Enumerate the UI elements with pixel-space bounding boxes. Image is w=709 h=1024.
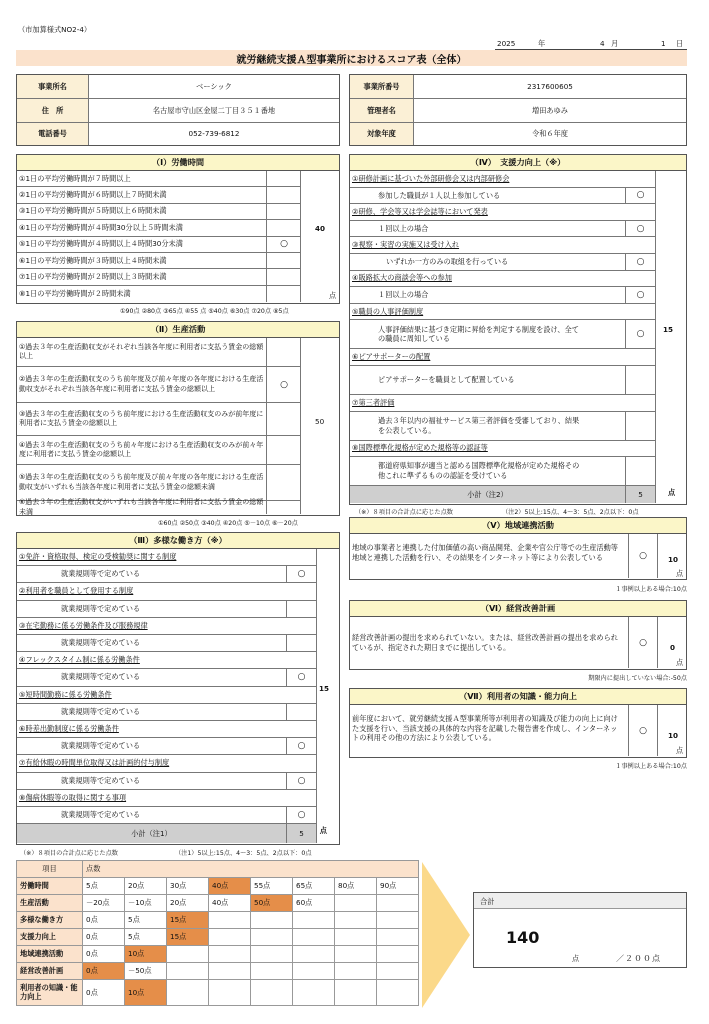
- s4-item-sub: １回以上の場合: [350, 287, 626, 304]
- score-table-cell: 90点: [377, 878, 419, 895]
- s1-mark: [267, 204, 301, 220]
- s2-mark: [267, 465, 301, 501]
- score-table-cell: [209, 912, 251, 929]
- s1-score: 40: [315, 224, 326, 233]
- s2-row: ②過去３年の生産活動収支のうち前年度及び前々年度の各年度における生産活動収支がそれぞれ当該各年度に利用者に支払う賃金の総額以上: [17, 367, 267, 403]
- score-table-row: [17, 878, 419, 895]
- score-table-cell: 80点: [335, 878, 377, 895]
- score-table-cell: [251, 929, 293, 946]
- score-table-cell: 15点: [167, 929, 209, 946]
- score-table-cell: [335, 963, 377, 980]
- s3-item-sub: 就業規則等で定めている: [17, 773, 287, 790]
- score-table-label: 利用者の知識・能力向上: [17, 980, 83, 1006]
- score-table-cell: [293, 963, 335, 980]
- score-table-label: 生産活動: [17, 895, 83, 912]
- s2-row: ⑥過去３年の生産活動収支がいずれも当該各年度に利用者に支払う賃金の総額未満: [19, 498, 264, 516]
- s3-item-sub: 就業規則等で定めている: [17, 601, 287, 618]
- score-table-cell: 5点: [125, 912, 167, 929]
- s7-header: （Ⅶ）利用者の知識・能力向上: [349, 688, 687, 705]
- score-table-label: 経営改善計画: [17, 963, 83, 980]
- score-table-cell: [209, 980, 251, 1006]
- score-table-row: [17, 929, 419, 946]
- s2-row: ①過去３年の生産活動収支がそれぞれ当該各年度に利用者に支払う賃金の総額以上: [17, 338, 267, 367]
- s3-item-mark: [287, 704, 317, 721]
- s6-unit: 点: [676, 658, 684, 667]
- score-table-cell: [293, 912, 335, 929]
- score-table-cell: 0点: [83, 946, 125, 963]
- s1-mark: [267, 286, 301, 302]
- score-table-cell: 65点: [293, 878, 335, 895]
- score-table-cell: 0点: [83, 963, 125, 980]
- address-label: 住 所: [17, 99, 89, 123]
- form-number: （市加算様式NO2-4）: [18, 25, 92, 34]
- s4-item-title: ②研修、学会等又は学会誌等において発表: [350, 204, 656, 221]
- score-table-row: [17, 946, 419, 963]
- s3-body: [16, 549, 340, 845]
- s3-item-sub: 就業規則等で定めている: [17, 738, 287, 755]
- s3-subtotal-unit: 点: [319, 826, 327, 836]
- s4-item-title: ⑦第三者評価: [350, 395, 656, 412]
- score-table-row: [17, 895, 419, 912]
- score-table-label: 支援力向上: [17, 929, 83, 946]
- score-table-cell: [335, 946, 377, 963]
- score-table-label: 多様な働き方: [17, 912, 83, 929]
- arrow-icon: [422, 862, 472, 1008]
- s6-header: （Ⅵ）経営改善計画: [349, 600, 687, 617]
- s3-item-sub: 就業規則等で定めている: [17, 566, 287, 583]
- s2-row: ④過去３年の生産活動収支のうち前々年度における生産活動収支のみが前々年度に利用者に支払う賃金の総額以上: [17, 436, 267, 465]
- s1-mark: [267, 269, 301, 285]
- total-label: 合計: [480, 897, 495, 906]
- score-table-cell: [209, 946, 251, 963]
- total-value: 140: [506, 928, 540, 947]
- s1-header: （Ⅰ）労働時間: [16, 154, 340, 171]
- s3-item-mark: ○: [287, 566, 317, 583]
- s6-body: [349, 617, 687, 670]
- s3-item-mark: ○: [287, 738, 317, 755]
- s5-mark: ○: [628, 534, 658, 578]
- date-month: 4: [600, 39, 605, 48]
- date-month-unit: 月: [611, 39, 619, 48]
- score-table-label: 労働時間: [17, 878, 83, 895]
- score-table-cell: [167, 980, 209, 1006]
- name-value: ベーシック: [89, 75, 339, 99]
- tel-value: 052-739-6812: [188, 129, 240, 139]
- s3-item-title: ⑥時差出勤制度に係る労働条件: [17, 721, 317, 738]
- s2-mark: [267, 436, 301, 465]
- s4-subtotal-label: 小計（注2）: [350, 486, 626, 503]
- s4-item-sub: いずれか一方のみの取組を行っている: [350, 254, 626, 271]
- s5-score: 10: [668, 555, 679, 564]
- s2-row: ⑤過去３年の生産活動収支のうち前年度及び前々年度の各年度における生産活動収支がいずれも当該各年度に利用者に支払う賃金の総額未満: [17, 465, 267, 501]
- s1-row: ②1日の平均労働時間が６時間以上７時間未満: [17, 187, 267, 203]
- s7-unit: 点: [676, 746, 684, 755]
- s1-row: ⑦1日の平均労働時間が２時間以上３時間未満: [17, 269, 267, 285]
- s4-item-mark: [626, 457, 656, 486]
- s4-item-mark: [626, 412, 656, 441]
- score-table-cell: 60点: [293, 895, 335, 912]
- manager-value: 増田あゆみ: [414, 99, 686, 123]
- s1-mark: [267, 187, 301, 203]
- score-summary-table: [16, 860, 419, 1006]
- score-table-cell: 40点: [209, 878, 251, 895]
- s4-item-sub: ピアサポーターを職員として配置している: [350, 366, 626, 395]
- name-label: 事業所名: [17, 75, 89, 99]
- s4-item-mark: [626, 366, 656, 395]
- score-table-cell: 55点: [251, 878, 293, 895]
- s3-item-mark: ○: [287, 773, 317, 790]
- s3-item-sub: 就業規則等で定めている: [17, 635, 287, 652]
- score-table: [16, 860, 419, 1006]
- score-table-cell: [167, 946, 209, 963]
- year-value: 令和６年度: [532, 129, 568, 139]
- s1-mark: [267, 220, 301, 236]
- score-table-cell: 0点: [83, 929, 125, 946]
- s4-note-left: （※）８項目の合計点に応じた点数: [355, 509, 453, 516]
- score-table-cell: [209, 929, 251, 946]
- score-table-cell: [377, 895, 419, 912]
- score-table-cell: 0点: [83, 912, 125, 929]
- s6-mark: ○: [628, 617, 658, 668]
- score-table-cell: [293, 946, 335, 963]
- s2-legend: ①60点 ②50点 ③40点 ④20点 ⑤－10点 ⑥－20点: [158, 520, 298, 527]
- s4-item-sub: １回以上の場合: [350, 221, 626, 238]
- s2-row: ③過去３年の生産活動収支のうち前年度における生産活動収支のみが前年度に利用者に支払う賃金の総額以上: [17, 403, 267, 436]
- score-table-cell: [293, 929, 335, 946]
- s3-item-title: ⑤短時間勤務に係る労働条件: [17, 687, 317, 704]
- score-table-cell: [335, 929, 377, 946]
- s1-unit: 点: [329, 291, 337, 300]
- score-table-cell: [335, 895, 377, 912]
- s4-item-mark: ○: [626, 254, 656, 271]
- score-table-cell: [251, 912, 293, 929]
- s2-mark: [267, 403, 301, 436]
- s2-mark: [267, 501, 301, 514]
- score-table-cell: [167, 963, 209, 980]
- score-table-row: [17, 963, 419, 980]
- s1-row: ⑧1日の平均労働時間が２時間未満: [19, 288, 131, 298]
- score-table-cell: [251, 963, 293, 980]
- score-table-cell: 5点: [83, 878, 125, 895]
- s1-row: ③1日の平均労働時間が５時間以上６時間未満: [17, 204, 267, 220]
- s3-item-mark: [287, 635, 317, 652]
- score-table-cell: 10点: [125, 980, 167, 1006]
- s4-item-sub: 人事評価結果に基づき定期に昇給を判定する制度を設け、全ての職員に周知している: [350, 320, 626, 349]
- s2-score: 50: [315, 417, 325, 426]
- s1-row: ⑥1日の平均労働時間が３時間以上４時間未満: [17, 253, 267, 269]
- score-table-points-header: 点数: [83, 861, 419, 878]
- s3-score: 15: [319, 684, 330, 693]
- score-table-cell: [377, 912, 419, 929]
- s4-item-title: ①研修計画に基づいた外部研修会又は内部研修会: [350, 171, 656, 188]
- s5-header: （Ⅴ）地域連携活動: [349, 517, 687, 534]
- score-table-cell: [335, 980, 377, 1006]
- tel-label: 電話番号: [17, 123, 89, 145]
- s1-row: ④1日の平均労働時間が４時間30分以上５時間未満: [17, 220, 267, 236]
- score-table-cell: 50点: [251, 895, 293, 912]
- s4-item-sub: 参加した職員が１人以上参加している: [350, 188, 626, 205]
- office-no-value: 2317600605: [414, 75, 686, 99]
- total-box: [473, 892, 687, 968]
- s3-item-mark: [287, 601, 317, 618]
- s3-item-mark: ○: [287, 669, 317, 686]
- score-table-item-header: 項目: [17, 861, 83, 878]
- s6-text: 経営改善計画の提出を求められていない。または、経営改善計画の提出を求められているが、指定された期日までに提出している。: [352, 633, 618, 652]
- score-table-cell: [251, 980, 293, 1006]
- score-table-cell: [377, 980, 419, 1006]
- info-right: [349, 74, 687, 146]
- score-table-cell: 20点: [167, 895, 209, 912]
- s1-mark: [267, 253, 301, 269]
- score-table-cell: [209, 963, 251, 980]
- s5-body: [349, 534, 687, 580]
- s4-note-right: （注2）5以上:15点、4～3：5点、2点以下：0点: [502, 509, 639, 516]
- s6-note: 期限内に提出していない場合:-50点: [588, 675, 687, 682]
- s6-score: 0: [670, 643, 676, 652]
- s4-body: [349, 171, 687, 505]
- s4-header: （Ⅳ） 支援力向上（※）: [349, 154, 687, 171]
- score-table-cell: 10点: [125, 946, 167, 963]
- s3-item-title: ⑧傷病休暇等の取得に関する事項: [17, 790, 317, 807]
- s4-item-title: ⑥ピアサポーターの配置: [350, 349, 656, 366]
- s4-item-mark: ○: [626, 188, 656, 205]
- address-value: 名古屋市守山区金屋二丁目３５１番地: [89, 99, 339, 123]
- s4-score: 15: [663, 325, 674, 334]
- office-no-label: 事業所番号: [350, 75, 414, 99]
- s7-score: 10: [668, 731, 679, 740]
- page-title: 就労継続支援Ａ型事業所におけるスコア表（全体）: [16, 50, 687, 66]
- s3-note-left: （※）８項目の合計点に応じた点数: [20, 850, 118, 857]
- s4-item-title: ③視察・実習の実施又は受け入れ: [350, 237, 656, 254]
- s4-item-mark: ○: [626, 287, 656, 304]
- s7-note: １事例以上ある場合:10点: [615, 763, 687, 770]
- score-table-cell: [377, 963, 419, 980]
- score-table-cell: 5点: [125, 929, 167, 946]
- s7-text: 前年度において、就労継続支援Ａ型事業所等が利用者の知識及び能力の向上に向けた支援を行い、当該支援の具体的な内容を記載した報告書を作成し、インターネットの利用その他の方法により公表している。: [352, 714, 618, 743]
- date-day-unit: 日: [676, 39, 684, 48]
- s1-row: ⑤1日の平均労働時間が４時間以上４時間30分未満: [17, 237, 267, 253]
- s3-item-title: ④フレックスタイム制に係る労働条件: [17, 652, 317, 669]
- score-table-cell: [377, 946, 419, 963]
- year-label: 対象年度: [350, 123, 414, 145]
- info-left: [16, 74, 340, 146]
- total-unit: 点: [572, 954, 580, 963]
- s2-header: （Ⅱ）生産活動: [16, 321, 340, 338]
- s3-subtotal: 5: [287, 824, 317, 843]
- date-year: 2025: [497, 39, 516, 48]
- s2-mark: ○: [267, 367, 301, 403]
- score-table-cell: 15点: [167, 912, 209, 929]
- manager-label: 管理者名: [350, 99, 414, 123]
- s3-item-title: ③在宅勤務に係る労働条件及び服務規律: [17, 618, 317, 635]
- s5-text: 地域の事業者と連携した付加価値の高い商品開発、企業や官公庁等での生産活動等地域と連携した活動を行い、その結果をインターネット等により公表している: [352, 543, 618, 562]
- s3-item-sub: 就業規則等で定めている: [17, 669, 287, 686]
- s2-body: [16, 338, 340, 516]
- score-table-cell: 20点: [125, 878, 167, 895]
- s4-subtotal-unit: 点: [668, 488, 676, 498]
- s4-item-mark: ○: [626, 320, 656, 349]
- s4-subtotal: 5: [626, 486, 656, 503]
- score-table-cell: －50点: [125, 963, 167, 980]
- score-table-cell: 0点: [83, 980, 125, 1006]
- s3-header: （Ⅲ）多様な働き方（※）: [16, 532, 340, 549]
- s7-body: [349, 705, 687, 758]
- s3-item-title: ⑦有給休暇の時間単位取得又は計画的付与制度: [17, 755, 317, 772]
- s3-item-sub: 就業規則等で定めている: [17, 807, 287, 824]
- s4-item-title: ⑧国際標準化規格が定めた規格等の認証等: [350, 441, 656, 458]
- s1-mark: ○: [267, 237, 301, 253]
- s1-mark: [267, 171, 301, 187]
- s7-mark: ○: [628, 705, 658, 756]
- s3-subtotal-label: 小計（注1）: [17, 824, 287, 843]
- s3-note-right: （注1）5以上:15点、4～3：5点、2点以下：0点: [175, 850, 312, 857]
- date-year-unit: 年: [538, 39, 546, 48]
- s4-item-sub: 過去３年以内の福祉サービス第三者評価を受審しており、結果を公表している。: [350, 412, 626, 441]
- s3-item-sub: 就業規則等で定めている: [17, 704, 287, 721]
- s2-mark: [267, 338, 301, 367]
- s5-note: １事例以上ある場合:10点: [615, 586, 687, 593]
- score-table-cell: [377, 929, 419, 946]
- s5-unit: 点: [676, 569, 684, 578]
- score-table-cell: [251, 946, 293, 963]
- score-table-label: 地域連携活動: [17, 946, 83, 963]
- score-table-row: [17, 912, 419, 929]
- s3-item-title: ①免許・資格取得、検定の受検勧奨に関する制度: [17, 549, 317, 566]
- total-max: ／２００点: [616, 954, 661, 963]
- s4-item-mark: ○: [626, 221, 656, 238]
- s3-item-title: ②利用者を職員として登用する制度: [17, 583, 317, 600]
- score-table-cell: [293, 980, 335, 1006]
- s1-body: [16, 171, 340, 304]
- score-table-cell: 30点: [167, 878, 209, 895]
- s4-item-title: ④販路拡大の商談会等への参加: [350, 271, 656, 288]
- s1-legend: ①90点 ②80点 ③65点 ④55 点 ⑤40点 ⑥30点 ⑦20点 ⑧5点: [120, 308, 289, 315]
- score-table-cell: [335, 912, 377, 929]
- score-table-cell: 40点: [209, 895, 251, 912]
- score-table-row: [17, 980, 419, 1006]
- score-table-cell: －20点: [83, 895, 125, 912]
- date-day: 1: [661, 39, 666, 48]
- s1-row: ①1日の平均労働時間が７時間以上: [17, 171, 267, 187]
- s4-item-sub: 都道府県知事が適当と認める国際標準化規格が定めた規格その他これに準ずるものの認証を受けている: [350, 457, 626, 486]
- score-table-cell: －10点: [125, 895, 167, 912]
- s3-item-mark: ○: [287, 807, 317, 824]
- s4-item-title: ⑤職員の人事評価制度: [350, 304, 656, 321]
